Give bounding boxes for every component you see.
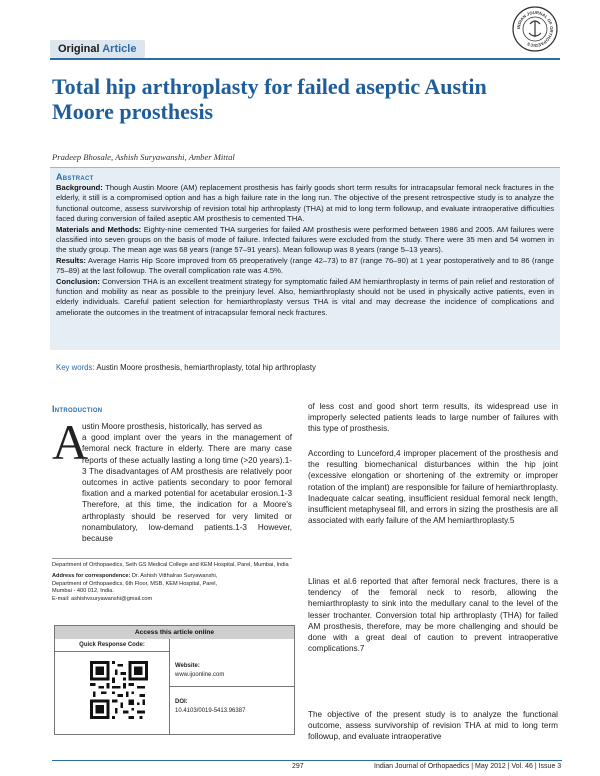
right-para-4: The objective of the present study is to analyze the functional outcome, assess survivorship of revision THA at mid to long term followup, and evaluate intraoperative: [308, 710, 558, 742]
abstract-results: Results: Average Harris Hip Score improved from 65 preoperatively (range 42–73) to 87 (range 76–90) at 1 year postoperatively and to 86 (range 75–89) at the last followup. The overall complication rate was 4.5%.: [56, 255, 554, 276]
article-type-word2: Article: [102, 43, 137, 55]
doi-label: DOI:: [175, 699, 188, 705]
correspondence-email: E-mail: ashishvsuryawanshi@gmail.com: [52, 595, 153, 602]
introduction-heading: Introduction: [52, 404, 103, 414]
header-rule: [50, 58, 560, 60]
introduction-body: [52, 414, 292, 544]
article-type-tab: [50, 40, 145, 58]
correspondence-line3: Mumbai - 400 012, India.: [52, 588, 114, 595]
website-label: Website:: [175, 663, 200, 669]
right-para-1: of less cost and good short term results, its widespread use in improperly selected patients leads to large number of failures with this type of prosthesis.: [308, 402, 558, 434]
footer-rule: [52, 760, 562, 761]
doi-value[interactable]: 10.4103/0019-5413.96387: [175, 708, 246, 714]
abstract-heading: Abstract: [56, 172, 94, 182]
journal-seal: [512, 6, 558, 52]
svg-text:INDIAN JOURNAL OF ORTHOPAEDICS: INDIAN JOURNAL OF ORTHOPAEDICS: [515, 9, 555, 49]
access-hdivider: [169, 686, 294, 687]
abstract-box: [50, 167, 560, 350]
qr-code-icon[interactable]: [90, 661, 148, 719]
authors: Pradeep Bhosale, Ashish Suryawanshi, Amber Mittal: [52, 152, 235, 162]
access-heading: Access this article online: [55, 626, 294, 639]
affiliation: [52, 562, 292, 603]
right-para-3: Llinas et al.6 reported that after femoral neck fractures, there is a tendency of the femoral neck to resorb, allowing the hemiarthroplasty to sink into the medullary canal to the level of the lesser trochanter. Conversion total hip arthroplasty (THA) for failed AM prosthesis, therefore, may be more challenging and should be done with a great deal of caution to prevent intraoperative complications.7: [308, 577, 558, 654]
abstract-methods: Materials and Methods: Eighty-nine cemented THA surgeries for failed AM prosthesis were performed between 1986 and 2005. AM failures were classified into seven groups on the basis of mode of failure. Infected failures were excluded from the study. There were 35 men and 54 women in the study group. The mean age was 68 years (range 57–91 years). Mean followup was 8 years (range 5–13 years).: [56, 224, 555, 255]
correspondence-line2: Department of Orthopaedics, 6th Floor, MSB, KEM Hospital, Parel,: [52, 580, 218, 587]
intro-first-line: ustin Moore prosthesis, historically, has served as: [82, 422, 263, 431]
abstract-background: Background: Though Austin Moore (AM) replacement prosthesis has fairly goods short term results for intracapsular femoral neck fractures in the elderly, it still is a compromised option and has a high failure rate in the long run. The objective of the present retrospective study is to analyze the functional outcome, assess survivorship of revision total hip arthroplasty (THA) at mid to long term followup, and evaluate intraoperative difficulties faced during conversion of failed aseptic AM prosthesis to cemented THA.: [56, 183, 554, 224]
journal-citation: Indian Journal of Orthopaedics | May 2012 | Vol. 46 | Issue 3: [374, 763, 562, 770]
intro-text: a good implant over the years in the management of femoral neck fracture in elderly. There are many case reports of these actually lasting a long time (>20 years).1-3 The disadvantages of AM prosthesis are relatively poor outcomes in active patients secondary to poor femoral fixation and a marked potential for acetabular erosion.1-3 Therefore, at this time, the indication for a Moore's arthroplasty should be reserved for very limited or nonambulatory, low-demand patients.1-3 However, because: [82, 433, 292, 544]
page-number: 297: [292, 763, 304, 770]
abstract-conclusion: Conclusion: Conversion THA is an excellent treatment strategy for symptomatic failed AM hemiarthroplasty in terms of pain relief and restoration of function and mobility as near as possible to the preinjury level. Also, hemiarthroplasty should not be used in physically active patients, even in elderly individuals. Careful patient selection for hemiarthroplasty versus THA is vital and may decrease the incidence of complications and ameliorate the outcomes in the treatment of intracapsular femoral neck fractures.: [56, 276, 554, 317]
right-para-2: According to Lunceford,4 improper placement of the prosthesis and the resulting biomechanical disturbances within the hip joint (excessive elongation or shortening of the extremity or improper rotation of the implant) are responsible for failure of hemiarthroplasty. Inadequate calcar seating, insufficient residual femoral neck length, insufficient metaphyseal fill, and errors in sizing the prosthesis are all associated with early failure of the AM hemiarthroplasty.5: [308, 449, 558, 526]
keywords-text: Austin Moore prosthesis, hemiarthroplasty, total hip arthroplasty: [94, 363, 316, 372]
correspondence: Address for correspondence: Dr. Ashish Vitthalrao Suryawanshi,: [52, 573, 218, 580]
keywords-label: Key words:: [56, 363, 95, 372]
website-link[interactable]: www.ijoonline.com: [175, 672, 225, 678]
access-box: [54, 625, 295, 735]
article-title: Total hip arthroplasty for failed aseptic Austin Moore prosthesis: [52, 74, 487, 124]
qr-label: Quick Response Code:: [55, 640, 169, 652]
article-type-word1: Original: [58, 43, 100, 55]
affiliation-dept: Department of Orthopaedics, Seth GS Medical College and KEM Hospital, Parel, Mumbai, India: [52, 562, 289, 568]
affiliation-rule: [52, 558, 292, 559]
keywords: [56, 363, 316, 372]
dropcap-letter: A: [52, 414, 89, 470]
